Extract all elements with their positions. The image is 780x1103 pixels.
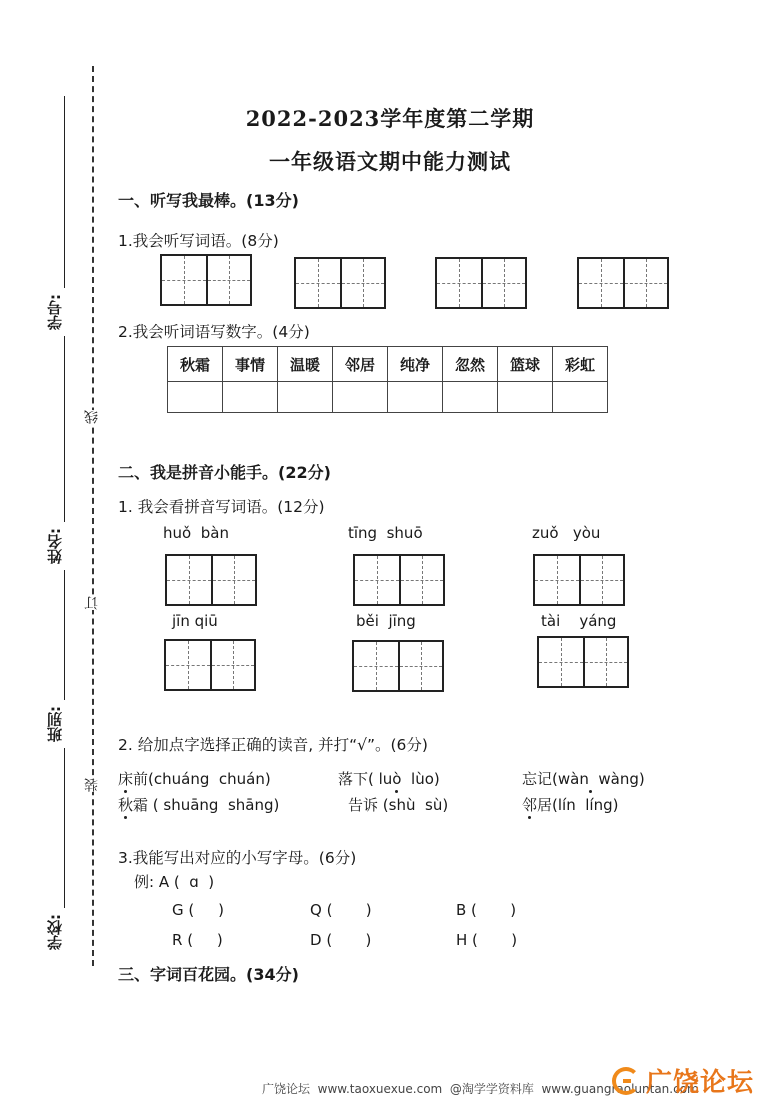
writing-grid[interactable] [164,639,256,691]
writing-grid[interactable] [537,636,629,688]
letter-blank[interactable]: Q ( ) [310,901,372,919]
word-cell: 彩虹 [553,347,608,382]
answer-cell[interactable] [333,382,388,413]
word-cell: 温暖 [278,347,333,382]
reading-item[interactable]: 床前(chuáng chuán) [118,770,271,788]
answer-cell[interactable] [388,382,443,413]
example-letter: 例: A ( ɑ ) [134,873,215,891]
section1-heading: 一、听写我最棒。(13分) [118,191,299,210]
student-id-label: 学号: [46,294,64,330]
letter-blank[interactable]: B ( ) [456,901,517,919]
reading-item[interactable]: 忘记(wàn wàng) [522,770,645,788]
letter-blank[interactable]: D ( ) [310,931,372,949]
section2-q1: 1. 我会看拼音写词语。(12分) [118,498,325,516]
writing-grid[interactable] [352,640,444,692]
pinyin-label: huǒ bàn [163,524,229,542]
word-cell: 事情 [223,347,278,382]
section1-q1: 1.我会听写词语。(8分) [118,232,279,250]
section2-heading: 二、我是拼音小能手。(22分) [118,463,331,482]
reading-item[interactable]: 邻居(lín líng) [522,796,619,814]
school-label: 学校: [46,914,64,950]
word-cell: 纯净 [388,347,443,382]
pinyin-label: jīn qiū [172,612,218,630]
letter-blank[interactable]: G ( ) [172,901,224,919]
answer-cell[interactable] [223,382,278,413]
pinyin-label: zuǒ yòu [532,524,601,542]
word-table [167,346,608,413]
name-line [64,336,65,522]
pinyin-label: tài yáng [541,612,617,630]
writing-grid[interactable] [294,257,386,309]
writing-grid[interactable] [435,257,527,309]
word-cell: 篮球 [498,347,553,382]
section1-q2: 2.我会听词语写数字。(4分) [118,323,310,341]
class-line [64,570,65,700]
bind-char-ding: 订 [84,596,100,610]
logo-text: 广饶论坛 [646,1068,755,1098]
reading-item[interactable]: 告诉 (shù sù) [348,796,449,814]
word-cell: 秋霜 [168,347,223,382]
bind-char-zhuang: 装 [84,778,100,792]
word-cell: 忽然 [443,347,498,382]
reading-item[interactable]: 落下( luò lùo) [338,770,440,788]
letter-blank[interactable]: H ( ) [456,931,518,949]
section3-heading: 三、字词百花园。(34分) [118,965,299,984]
section2-q2: 2. 给加点字选择正确的读音, 并打“√”。(6分) [118,736,428,754]
answer-cell[interactable] [498,382,553,413]
page-subtitle: 一年级语文期中能力测试 [269,150,511,174]
writing-grid[interactable] [353,554,445,606]
site-logo [612,1062,754,1099]
section2-q3: 3.我能写出对应的小写字母。(6分) [118,849,357,867]
reading-item[interactable]: 秋霜 ( shuāng shāng) [118,796,280,814]
writing-grid[interactable] [533,554,625,606]
word-cell: 邻居 [333,347,388,382]
school-line [64,748,65,908]
letter-blank[interactable]: R ( ) [172,931,223,949]
page-title: 2022-2023学年度第二学期 [245,106,535,131]
bind-char-line: 线 [84,410,100,424]
logo-icon [612,1067,640,1095]
class-label: 班别: [46,706,64,742]
footer-watermark: 广饶论坛 www.taoxuexue.com @淘学学资料库 www.guangraoluntan.com [262,1082,699,1096]
name-label: 姓名: [46,528,64,564]
answer-cell[interactable] [443,382,498,413]
answer-cell[interactable] [278,382,333,413]
writing-grid[interactable] [160,254,252,306]
answer-cell[interactable] [553,382,608,413]
binding-dashed-line [92,66,94,966]
pinyin-label: tīng shuō [348,524,423,542]
writing-grid[interactable] [577,257,669,309]
pinyin-label: běi jīng [356,612,416,630]
writing-grid[interactable] [165,554,257,606]
answer-cell[interactable] [168,382,223,413]
